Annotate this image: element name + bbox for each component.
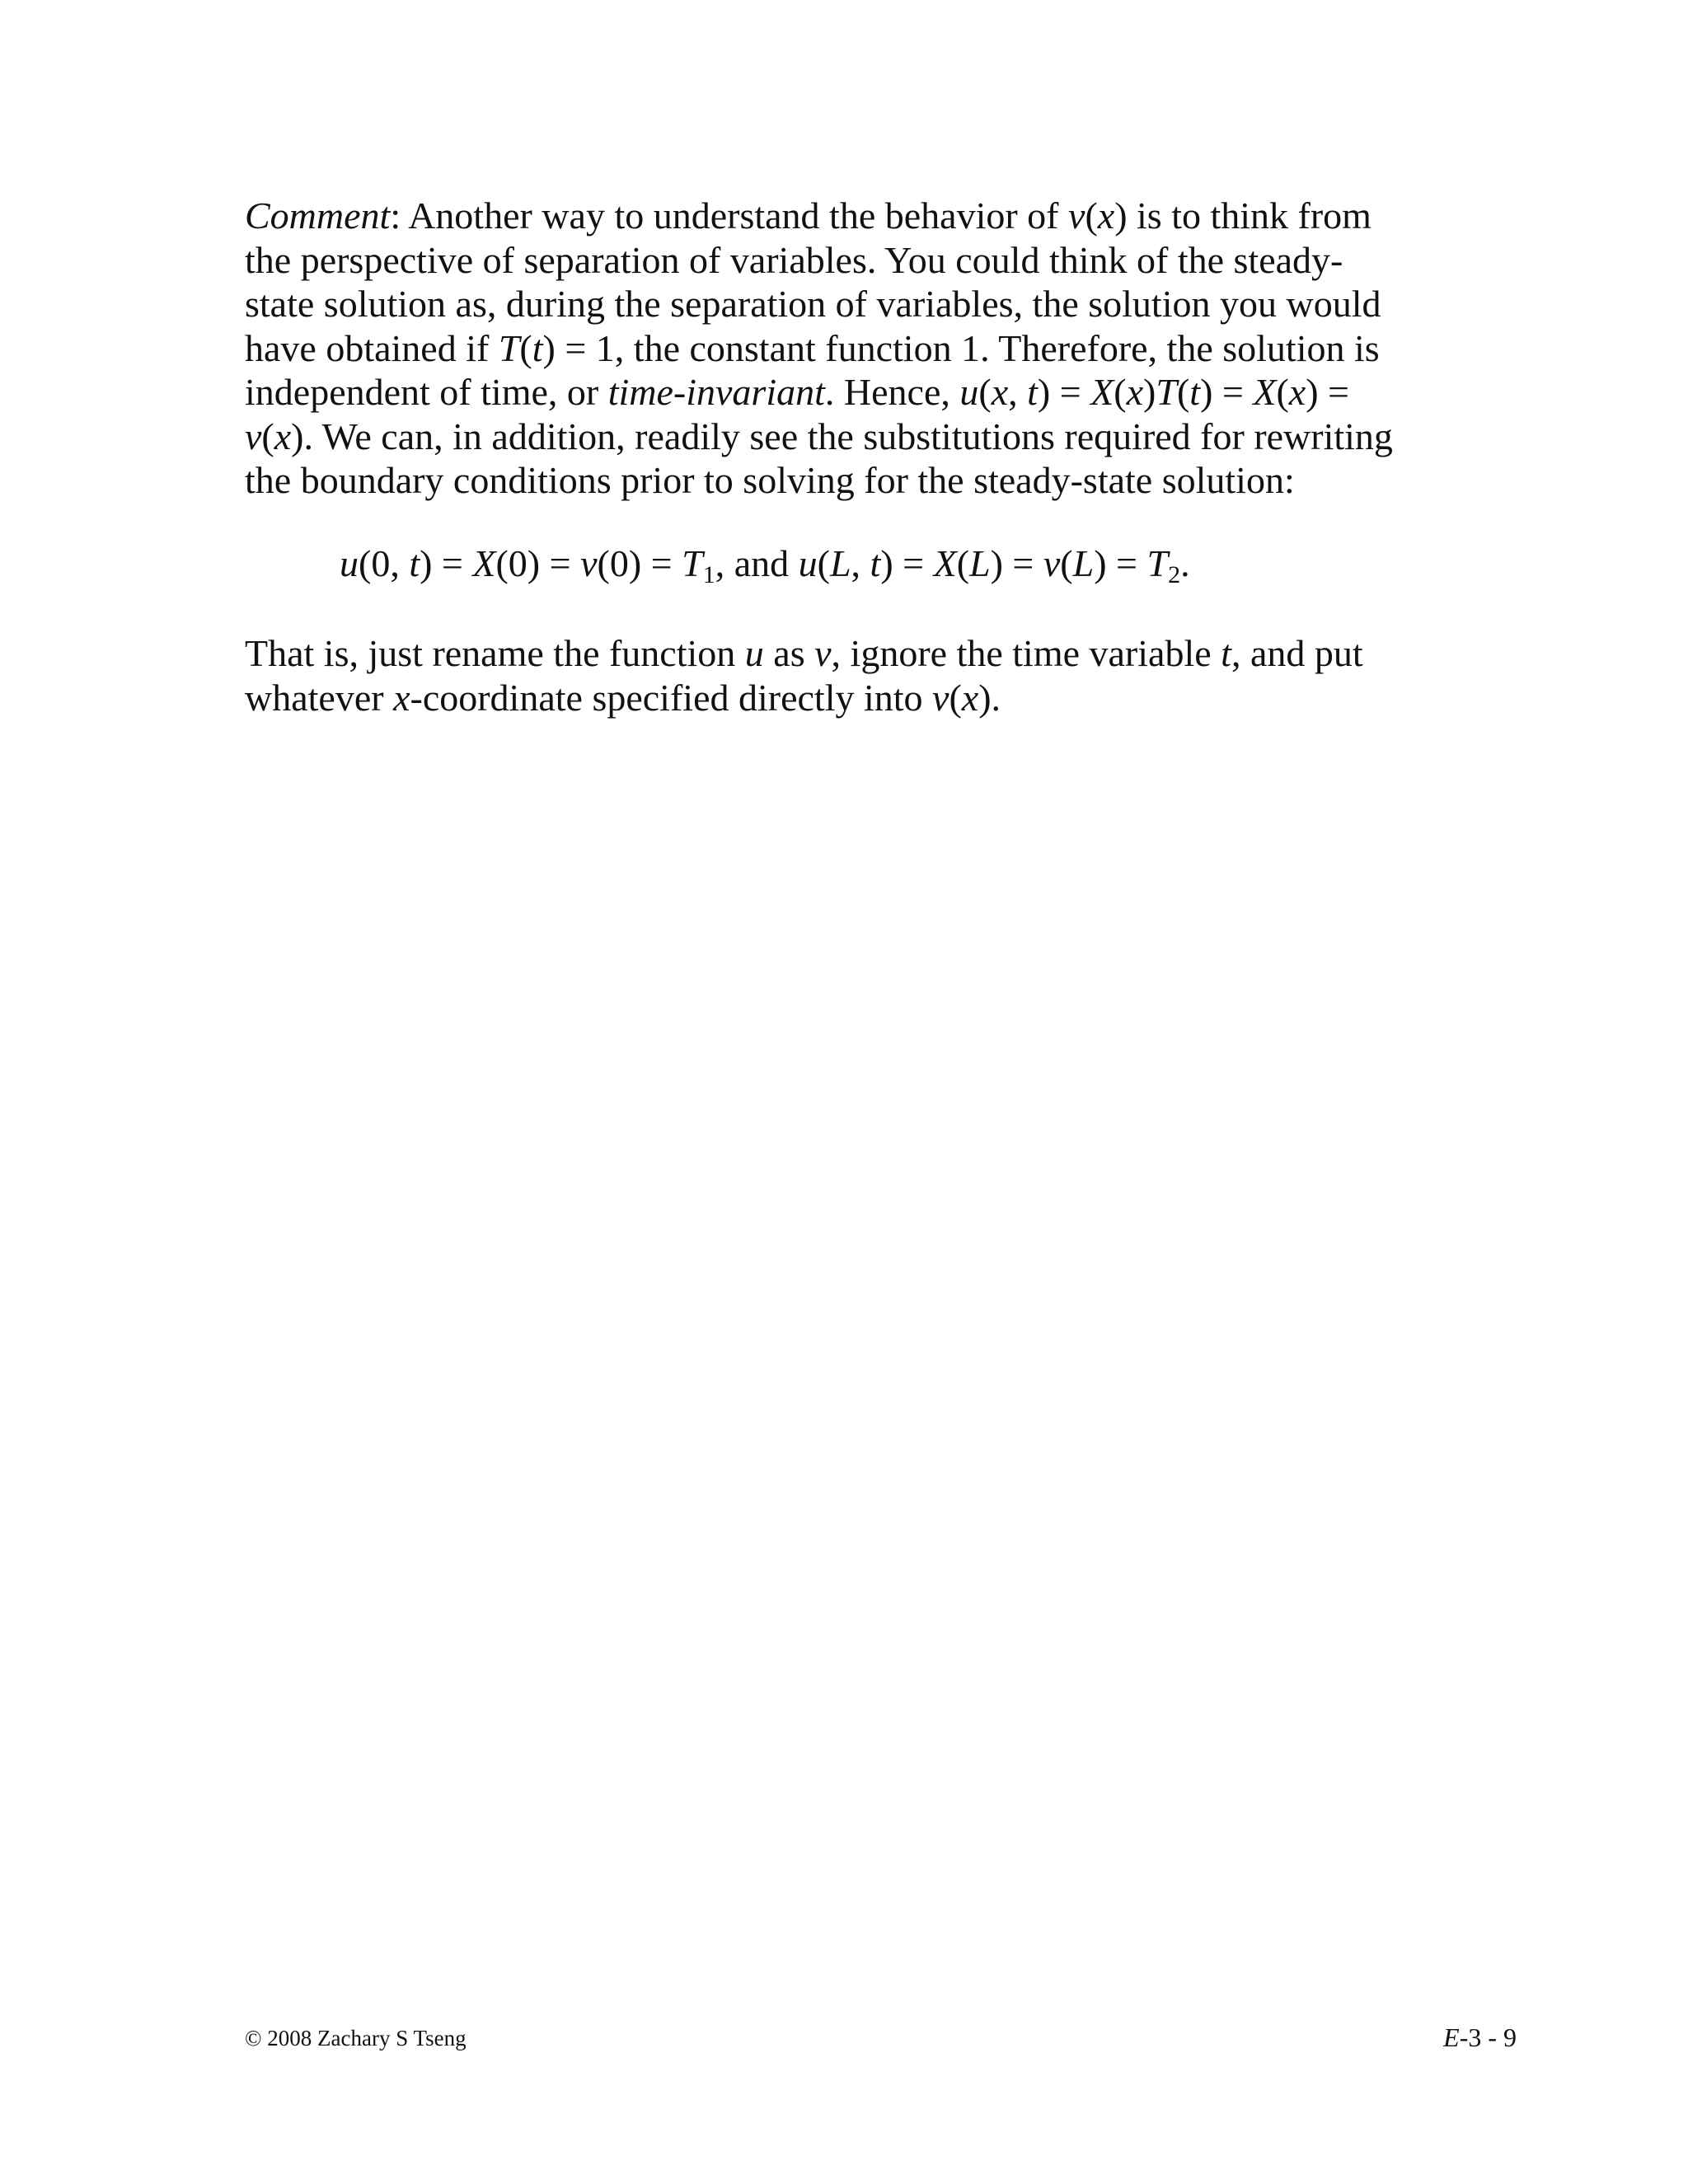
text-line: the boundary conditions prior to solving for the steady-state solution:	[245, 459, 1295, 501]
text-line: Comment: Another way to understand the behavior of v(x) is to think from	[245, 194, 1372, 237]
footer-copyright: © 2008 Zachary S Tseng	[245, 2026, 467, 2050]
text-line: That is, just rename the function u as v, ignore the time variable t, and put	[245, 632, 1363, 674]
text-line: have obtained if T(t) = 1, the constant function 1. Therefore, the solution is	[245, 326, 1380, 369]
text-line: state solution as, during the separation of variables, the solution you would	[245, 283, 1381, 325]
text-line: whatever x-coordinate specified directly into v(x).	[245, 676, 1001, 719]
text-line: independent of time, or time-invariant. Hence, u(x, t) = X(x)T(t) = X(x) =	[245, 371, 1349, 413]
paragraph-rename	[245, 631, 1363, 719]
boundary-conditions-equation: u(0, $t) = X(0) = v(0) = T_1$, and u(L, $t) = X(L) = v(L) = T_2$.	[340, 542, 1190, 588]
text-line: the perspective of separation of variables. You could think of the steady-	[245, 238, 1343, 281]
footer-page-number: E-3 - 9	[1443, 2022, 1517, 2052]
paragraph-comment	[245, 194, 1465, 503]
text-line: v(x). We can, in addition, readily see the substitutions required for rewriting	[245, 415, 1393, 457]
comment-label: Comment	[245, 194, 391, 237]
